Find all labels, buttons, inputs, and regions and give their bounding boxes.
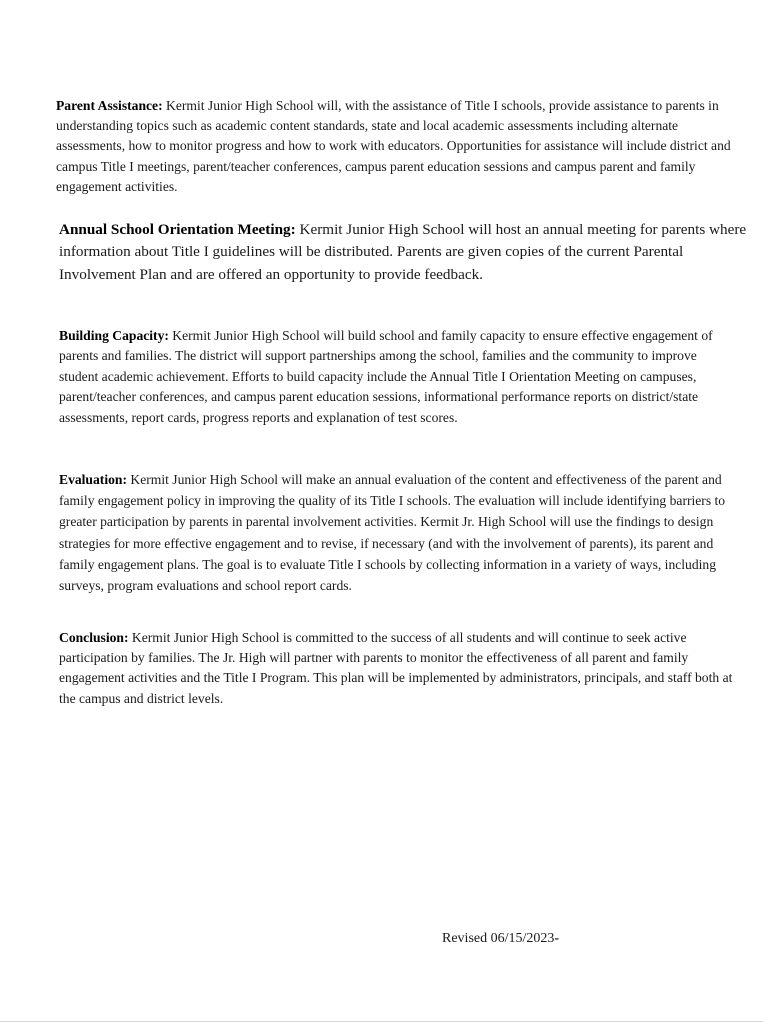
revised-date <box>442 929 559 949</box>
section-heading: Building Capacity: <box>59 328 169 343</box>
revised-date-text: Revised 06/15/2023 <box>442 931 555 946</box>
revised-date-mark: - <box>554 931 560 946</box>
section-building-capacity <box>59 326 739 428</box>
section-body: Kermit Junior High School will, with the assistance of Title I schools, provide assistance to parents in understanding topics such as academic content standards, state and local academic assessments including alternate assessments, how to monitor progress and how to work with educators. Opportunities for assistance will include district and campus Title I meetings, parent/teacher conferences, campus parent education sessions and campus parent and family engagement activities. <box>56 98 731 194</box>
section-heading: Parent Assistance: <box>56 98 163 113</box>
page-bottom-divider <box>0 1021 763 1022</box>
section-heading: Conclusion: <box>59 630 129 645</box>
section-body: Kermit Junior High School will build school and family capacity to ensure effective engagement of parents and families. The district will support partnerships among the school, families and the community to improve student academic achievement. Efforts to build capacity include the Annual Title I Orientation Meeting on campuses, parent/teacher conferences, and campus parent education sessions, informational performance reports on district/state assessments, report cards, progress reports and explanation of test scores. <box>59 328 713 425</box>
section-heading: Evaluation: <box>59 472 127 487</box>
section-body: Kermit Junior High School will make an annual evaluation of the content and effectiveness of the parent and family engagement policy in improving the quality of its Title I schools. The evaluation will include identifying barriers to greater participation by parents in parental involvement activities. Kermit Jr. High School will use the findings to design strategies for more effective engagement and to revise, if necessary (and with the involvement of parents), its parent and family engagement plans. The goal is to evaluate Title I schools by collecting information in a variety of ways, including surveys, program evaluations and school report cards. <box>59 472 726 594</box>
section-conclusion <box>59 628 749 709</box>
section-body: Kermit Junior High School will host an annual meeting for parents where information about Title I guidelines will be distributed. Parents are given copies of the current Parental Involvement Plan and are offered an opportunity to provide feedback. <box>59 221 747 283</box>
section-body: Kermit Junior High School is committed to the success of all students and will continue to seek active participation by families. The Jr. High will partner with parents to monitor the effectiveness of all parent and family engagement activities and the Title I Program. This plan will be implemented by administrators, principals, and staff both at the campus and district levels. <box>59 630 733 706</box>
section-annual-orientation-meeting <box>59 219 749 286</box>
section-evaluation <box>59 469 739 596</box>
section-heading: Annual School Orientation Meeting: <box>59 221 296 238</box>
section-parent-assistance <box>56 96 736 197</box>
